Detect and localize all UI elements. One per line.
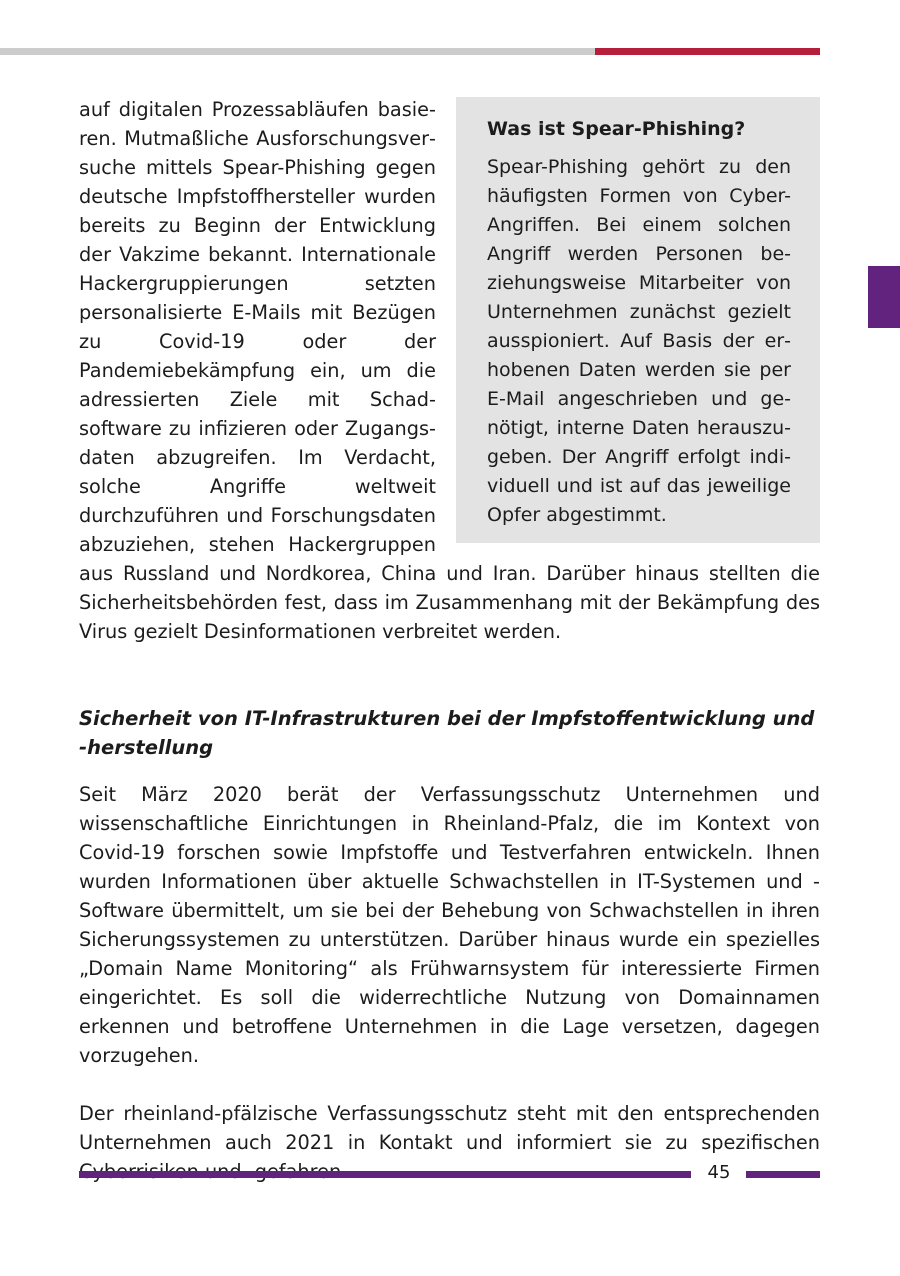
- chapter-side-tab: [868, 266, 900, 328]
- footer-rule-right: [746, 1171, 820, 1178]
- footer-rule-left: [79, 1171, 691, 1178]
- infobox-spear-phishing: [456, 97, 820, 543]
- page-content: [79, 95, 820, 1186]
- paragraph-contact: Der rheinland-pfälzische Verfassungsschutz steht mit den entsprechenden Unternehmen auch 2021 in Kontakt und informiert sie zu spezifischen: [79, 1102, 820, 1154]
- infobox-title: Was ist Spear-Phishing?: [487, 118, 746, 140]
- page-number: 45: [707, 1162, 731, 1183]
- paragraph-intro: auf digitalen Prozessabläufen basieren. Mutmaßliche Ausforschungsversuche mittels Spear-Phishing gegen deutsche Impfstoffhersteller wurden bereits zu Beginn der Entwicklung der Vakzime bekannt. Internationale Hackergruppierungen setzten personalisierte E-Mails mit Bezügen zu Covid-19 oder der Pandemiebekämpfung ein, um die adressierten Ziele mit Schadsoftware zu infizieren oder Zugangsdaten abzugreifen. Im Verdacht, solche Angriffe weltweit durchzuführen und Forschungsdaten abzuziehen, stehen Hackergruppen aus Russland und Nordkorea, China und Iran. Darüber hinaus stellten die Sicherheitsbehörden fest, dass im Zusammenhang mit der Bekämpfung des Virus gezielt Desinformationen verbreitet werden.: [79, 98, 820, 643]
- paragraph-monitoring: Seit März 2020 berät der Verfassungsschutz Unternehmen und wissenschaftliche Einrichtungen in Rheinland-Pfalz, die im Kontext von Covid-19 forschen sowie Impfstoffe und Testverfahren entwickeln. Ihnen wurden Informationen über aktuelle Schwachstellen in IT-Systemen und -Software übermittelt, um sie bei der Behebung von Schwachstellen in ihren Sicherungssystemen zu unterstützen. Darüber hinaus wurde ein spezielles „Domain Name Monitoring“ als Frühwarnsystem für interessierte Firmen eingerichtet. Es soll die widerrechtliche Nutzung von Domainnamen erkennen und betroffene Unternehmen in die Lage versetzen, dagegen vorzugehen.: [79, 783, 820, 1067]
- top-rule-gray: [0, 48, 595, 55]
- infobox-text: Spear-Phishing gehört zu den häufigsten Formen von Cyber-Angriffen. Bei einem solchen Angriff werden Personen beziehungsweise Mitarbeiter von Unternehmen zunächst gezielt ausspioniert. Auf Basis der erhobenen Daten werden sie per E-Mail angeschrieben und genötigt, interne Daten herauszugeben. Der Angriff erfolgt individuell und ist auf das jeweilige Opfer abgestimmt.: [487, 156, 791, 526]
- section-heading: Sicherheit von IT-Infrastrukturen bei der Impfstoffentwicklung und -herstellung: [79, 707, 815, 759]
- top-rule-red: [595, 48, 820, 55]
